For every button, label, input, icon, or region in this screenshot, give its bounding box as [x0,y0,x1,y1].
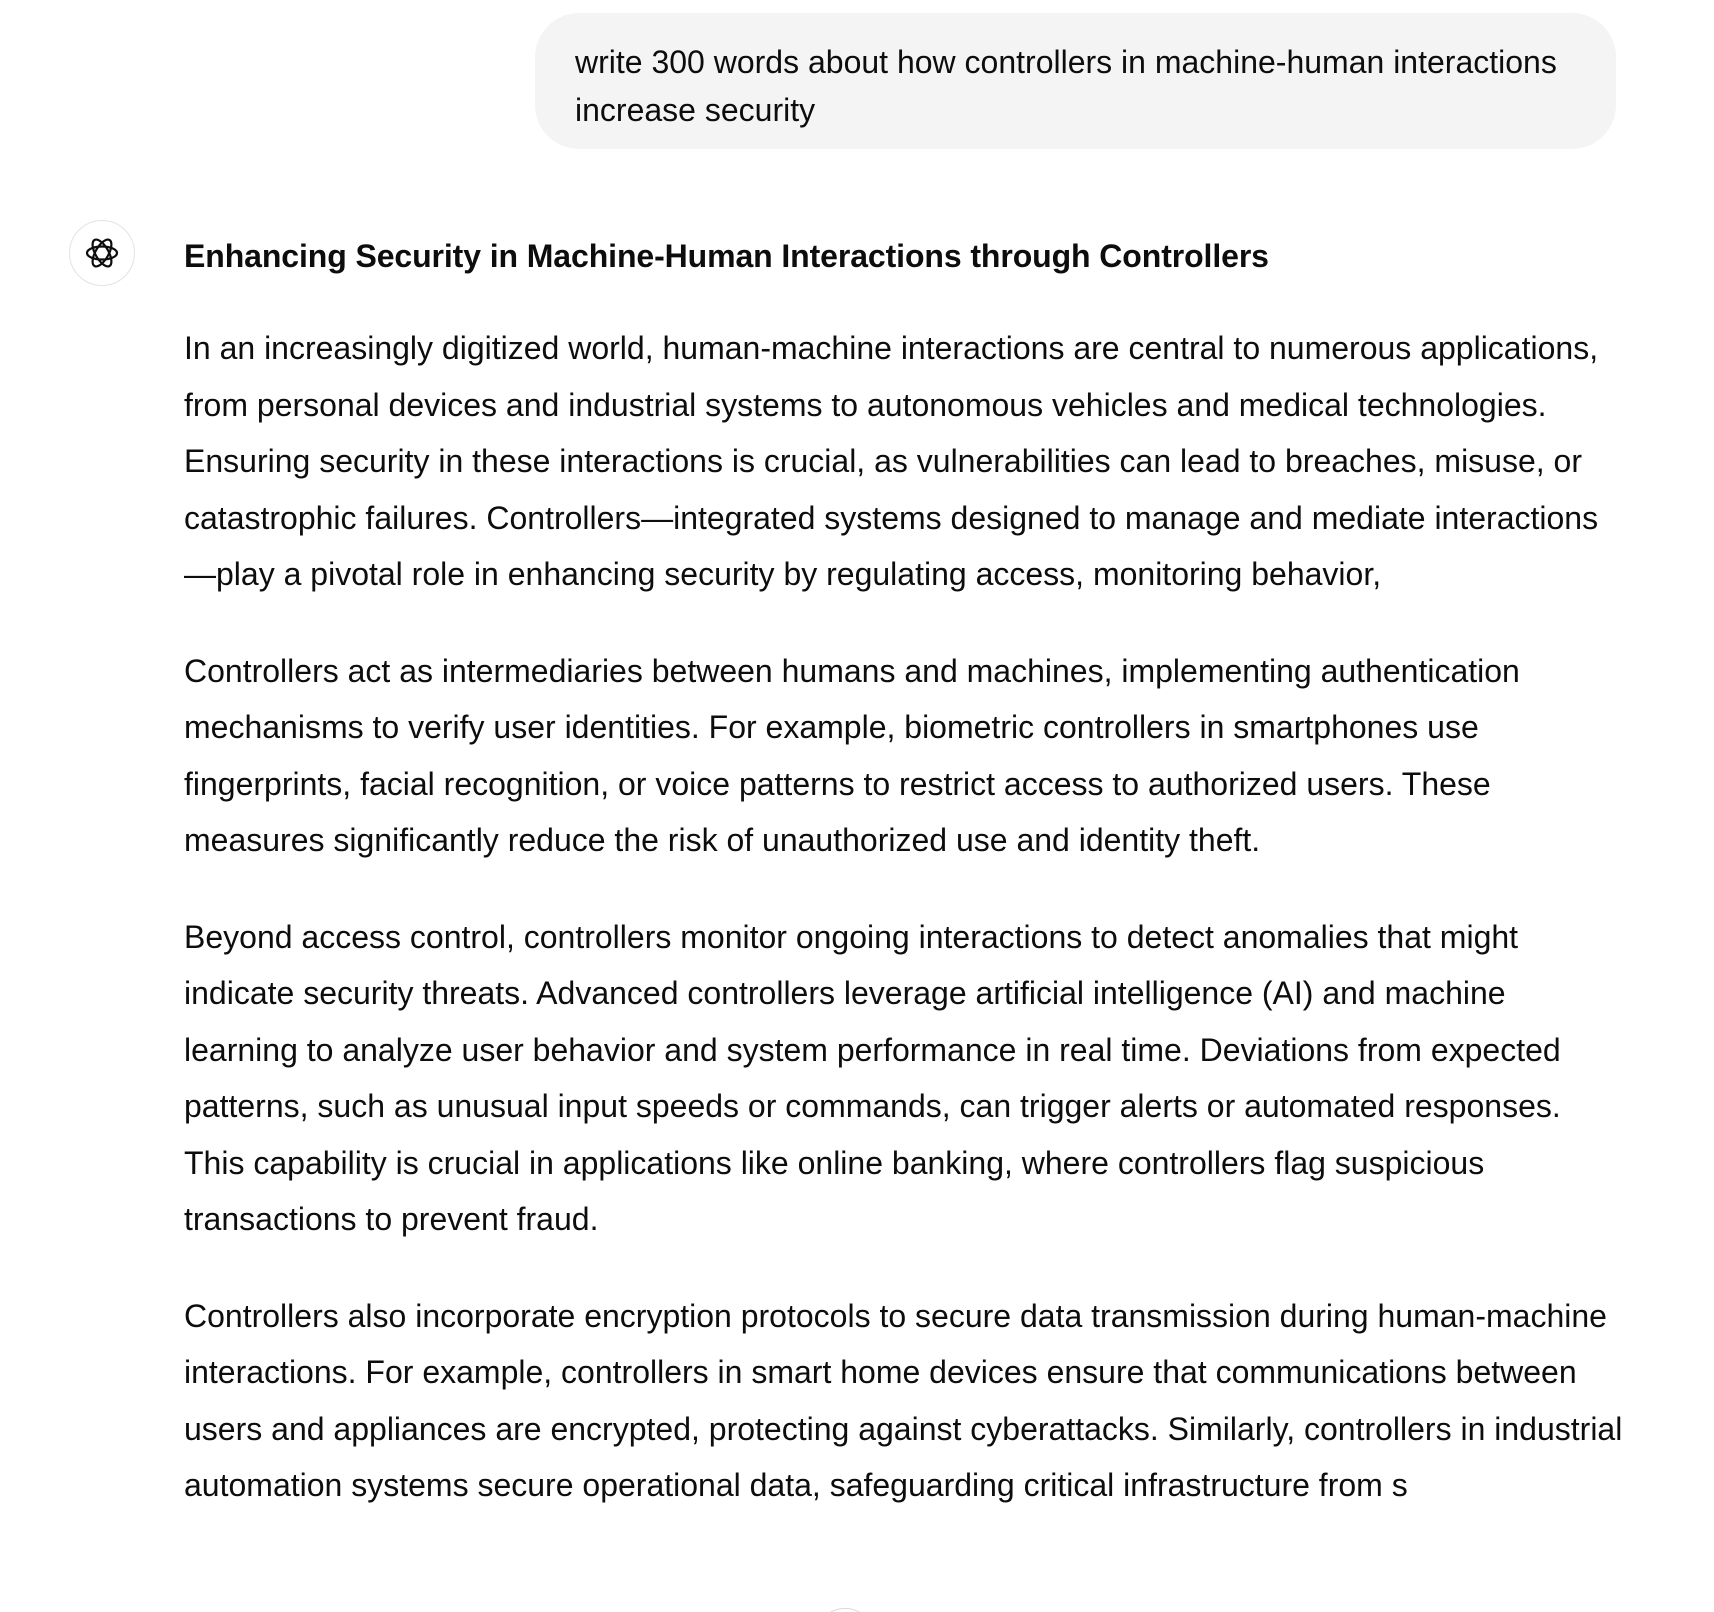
openai-logo-icon [82,233,122,273]
response-paragraph: Controllers also incorporate encryption protocols to secure data transmission during human-machine interactions. For example, controllers in smart home devices ensure that communications between users and appliances are encrypted, protecting against cyberattacks. Similarly, controllers in industrial automation systems secure operational data, safeguarding critical infrastructure from s [184,1297,1623,1503]
user-message-bubble [535,13,1616,149]
response-title: Enhancing Security in Machine-Human Interactions through Controllers [184,238,1269,274]
assistant-avatar [69,220,135,286]
assistant-response [184,232,1624,1514]
user-message-text: write 300 words about how controllers in machine-human interactions increase security [575,44,1557,128]
response-paragraph: Beyond access control, controllers monitor ongoing interactions to detect anomalies that might indicate security threats. Advanced controllers leverage artificial intelligence (AI) and machine learning to analyze user behavior and system performance in real time. Deviations from expected patterns, such as unusual input speeds or commands, can trigger alerts or automated responses. This capability is crucial in applications like online banking, where controllers flag suspicious transactions to prevent fraud. [184,918,1561,1237]
response-paragraph: Controllers act as intermediaries between humans and machines, implementing authentication mechanisms to verify user identities. For example, biometric controllers in smartphones use fingerprints, facial recognition, or voice patterns to restrict access to authorized users. These measures significantly reduce the risk of unauthorized use and identity theft. [184,652,1520,858]
response-paragraph: In an increasingly digitized world, human-machine interactions are central to numerous applications, from personal devices and industrial systems to autonomous vehicles and medical technologies. Ensuring security in these interactions is crucial, as vulnerabilities can lead to breaches, misuse, or catastrophic failures. Controllers—integrated systems designed to manage and mediate interactions—play a pivotal role in enhancing security by regulating access, monitoring behavior, [184,330,1599,592]
scroll-to-bottom-button[interactable] [815,1608,875,1612]
